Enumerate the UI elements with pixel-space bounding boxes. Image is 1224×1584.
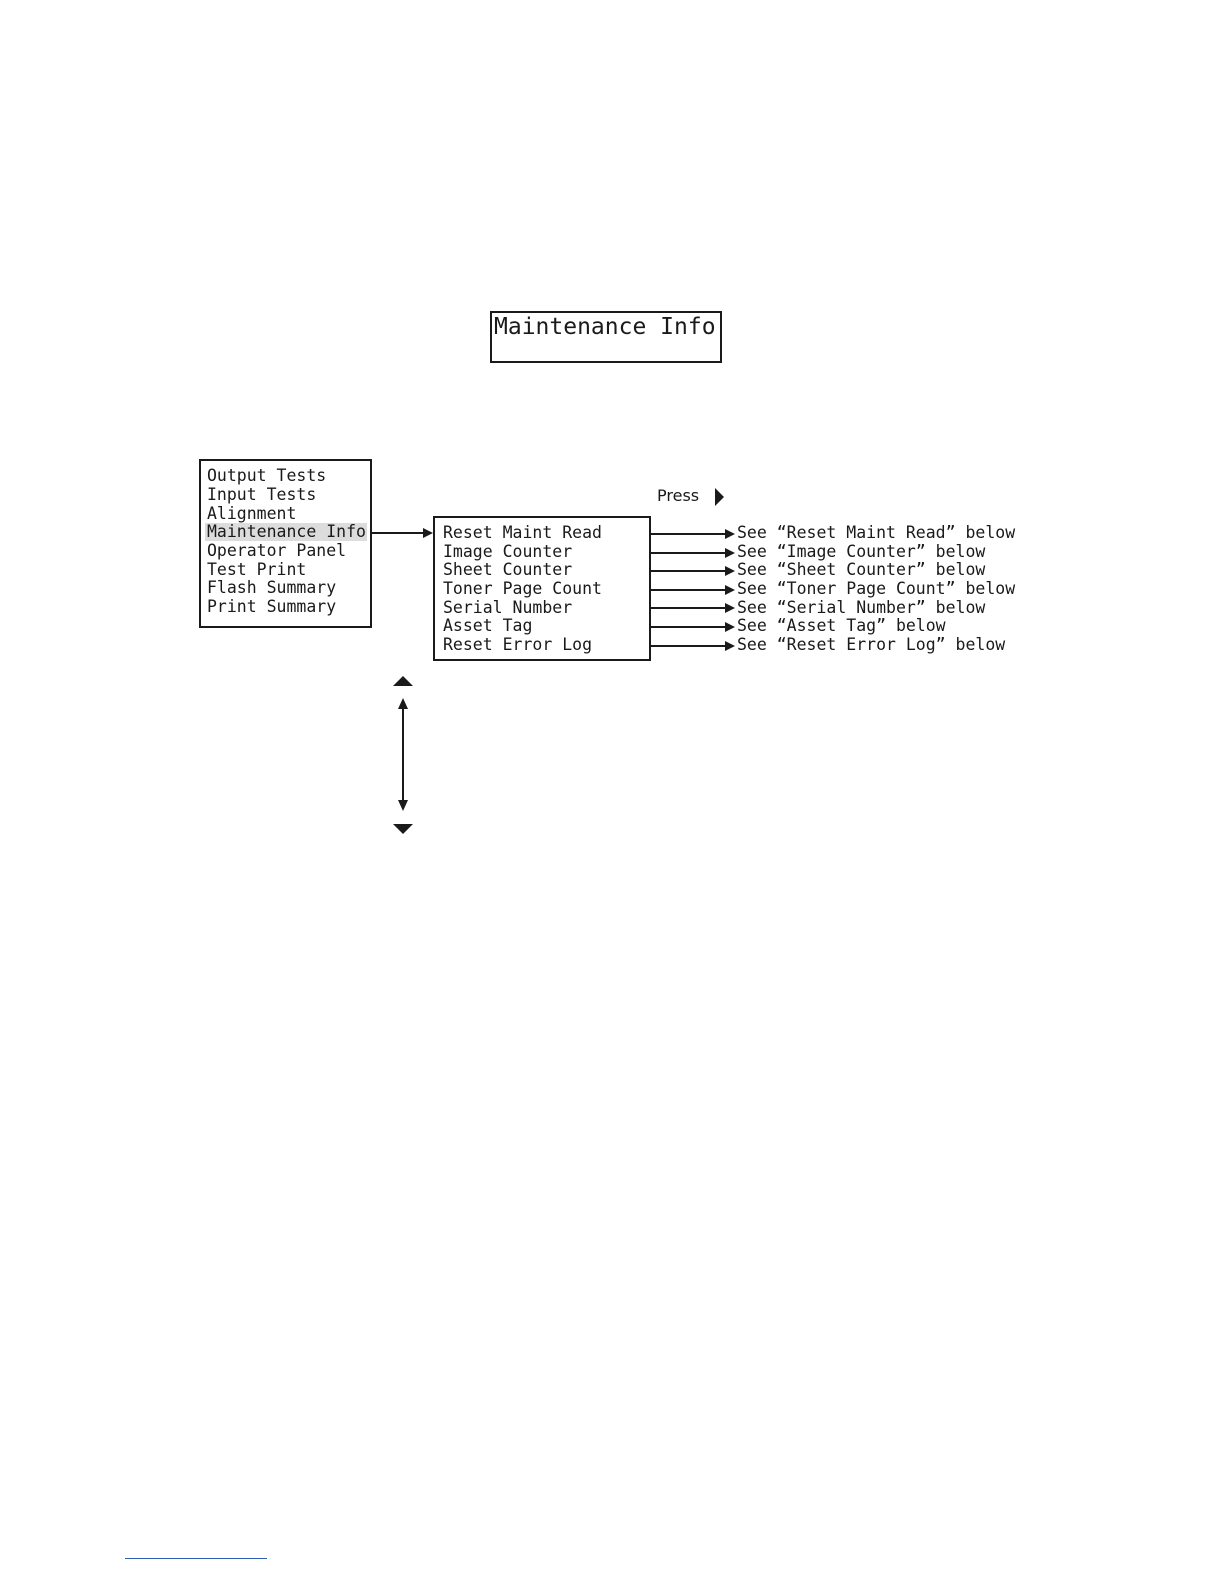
- submenu-item-sheet-counter: Sheet Counter: [443, 560, 573, 579]
- submenu-item-image-counter: Image Counter: [443, 542, 573, 561]
- menu-to-submenu-arrowhead: [423, 528, 433, 538]
- main-menu-item-input-tests: Input Tests: [207, 485, 317, 504]
- main-menu-item-alignment: Alignment: [207, 504, 297, 523]
- scroll-indicator: [393, 676, 413, 834]
- down-triangle-icon: [393, 824, 413, 834]
- submenu-item-asset-tag: Asset Tag: [443, 616, 533, 635]
- reference-arrowhead-3: [725, 566, 735, 576]
- reference-arrowhead-2: [725, 548, 735, 558]
- reference-arrowhead-6: [725, 622, 735, 632]
- main-menu-item-maintenance-info: Maintenance Info: [207, 522, 366, 541]
- main-menu-item-output-tests: Output Tests: [207, 466, 327, 485]
- reference-arrowhead-7: [725, 641, 735, 651]
- reference-arrowhead-4: [725, 585, 735, 595]
- reference-arrowhead-5: [725, 603, 735, 613]
- reference-image-counter: See “Image Counter” below: [737, 542, 986, 561]
- up-triangle-icon: [393, 676, 413, 686]
- reference-reset-maint-read: See “Reset Maint Read” below: [737, 523, 1016, 542]
- display-title: Maintenance Info: [494, 314, 716, 340]
- main-menu-item-flash-summary: Flash Summary: [207, 578, 337, 597]
- submenu-item-reset-maint-read: Reset Maint Read: [443, 523, 602, 542]
- main-menu-item-print-summary: Print Summary: [207, 597, 337, 616]
- reference-reset-error-log: See “Reset Error Log” below: [737, 635, 1006, 654]
- submenu-item-toner-page-count: Toner Page Count: [443, 579, 602, 598]
- reference-asset-tag: See “Asset Tag” below: [737, 616, 946, 635]
- press-label: Press: [657, 486, 700, 505]
- main-menu-item-operator-panel: Operator Panel: [207, 541, 347, 560]
- reference-arrowhead-1: [725, 529, 735, 539]
- reference-toner-page-count: See “Toner Page Count” below: [737, 579, 1016, 598]
- footer-rule: [125, 1558, 267, 1559]
- submenu-item-serial-number: Serial Number: [443, 598, 573, 617]
- reference-sheet-counter: See “Sheet Counter” below: [737, 560, 986, 579]
- main-menu-item-test-print: Test Print: [207, 560, 307, 579]
- submenu-item-reset-error-log: Reset Error Log: [443, 635, 593, 654]
- double-arrow-vertical-icon: [398, 698, 408, 811]
- reference-serial-number: See “Serial Number” below: [737, 598, 986, 617]
